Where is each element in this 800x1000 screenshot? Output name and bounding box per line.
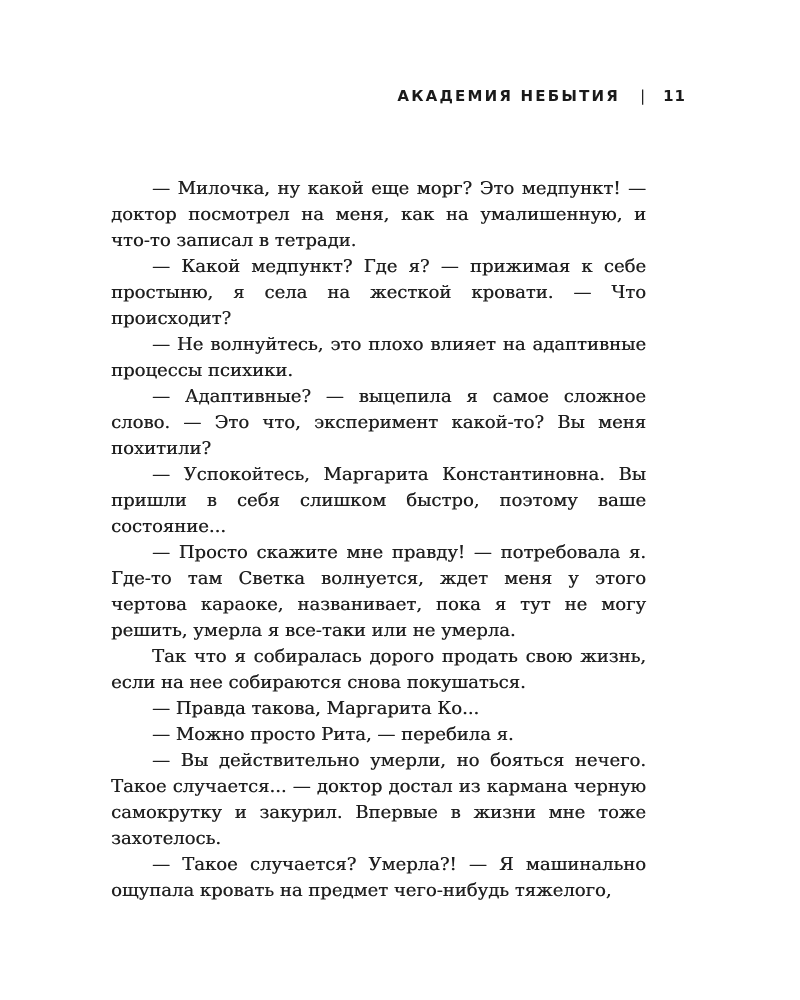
paragraph: — Милочка, ну какой еще морг? Это медпункт! — доктор посмотрел на меня, как на умалишенную, и что-то записал в тетради. (111, 178, 646, 251)
page-number: 11 (663, 87, 686, 105)
paragraph: — Адаптивные? — выцепила я самое сложное слово. — Это что, эксперимент какой-то? Вы меня похитили? (111, 386, 646, 459)
paragraph: — Можно просто Рита, — перебила я. (152, 724, 514, 745)
header-separator: | (640, 87, 646, 105)
paragraph: — Такое случается? Умерла?! — Я машинально ощупала кровать на предмет чего-нибудь тяжелого, (111, 854, 646, 901)
paragraph: — Просто скажите мне правду! — потребовала я. Где-то там Светка волнуется, ждет меня у этого чертова караоке, названивает, пока я тут не могу решить, умерла я все-таки или не умерла. (111, 542, 646, 641)
paragraph: — Успокойтесь, Маргарита Константиновна. Вы пришли в себя слишком быстро, поэтому ваше состояние... (111, 464, 646, 537)
paragraph: — Правда такова, Маргарита Ко... (152, 698, 480, 719)
body-text (111, 176, 646, 904)
paragraph: — Не волнуйтесь, это плохо влияет на адаптивные процессы психики. (111, 334, 646, 381)
paragraph: — Вы действительно умерли, но бояться нечего. Такое случается... — доктор достал из кармана черную самокрутку и закурил. Впервые в жизни мне тоже захотелось. (111, 750, 646, 849)
paragraph: Так что я собиралась дорого продать свою жизнь, если на нее собираются снова покушаться. (111, 646, 646, 693)
running-head (397, 86, 686, 106)
paragraph: — Какой медпункт? Где я? — прижимая к себе простыню, я села на жесткой кровати. — Что происходит? (111, 256, 646, 329)
book-title: АКАДЕМИЯ НЕБЫТИЯ (397, 87, 621, 105)
